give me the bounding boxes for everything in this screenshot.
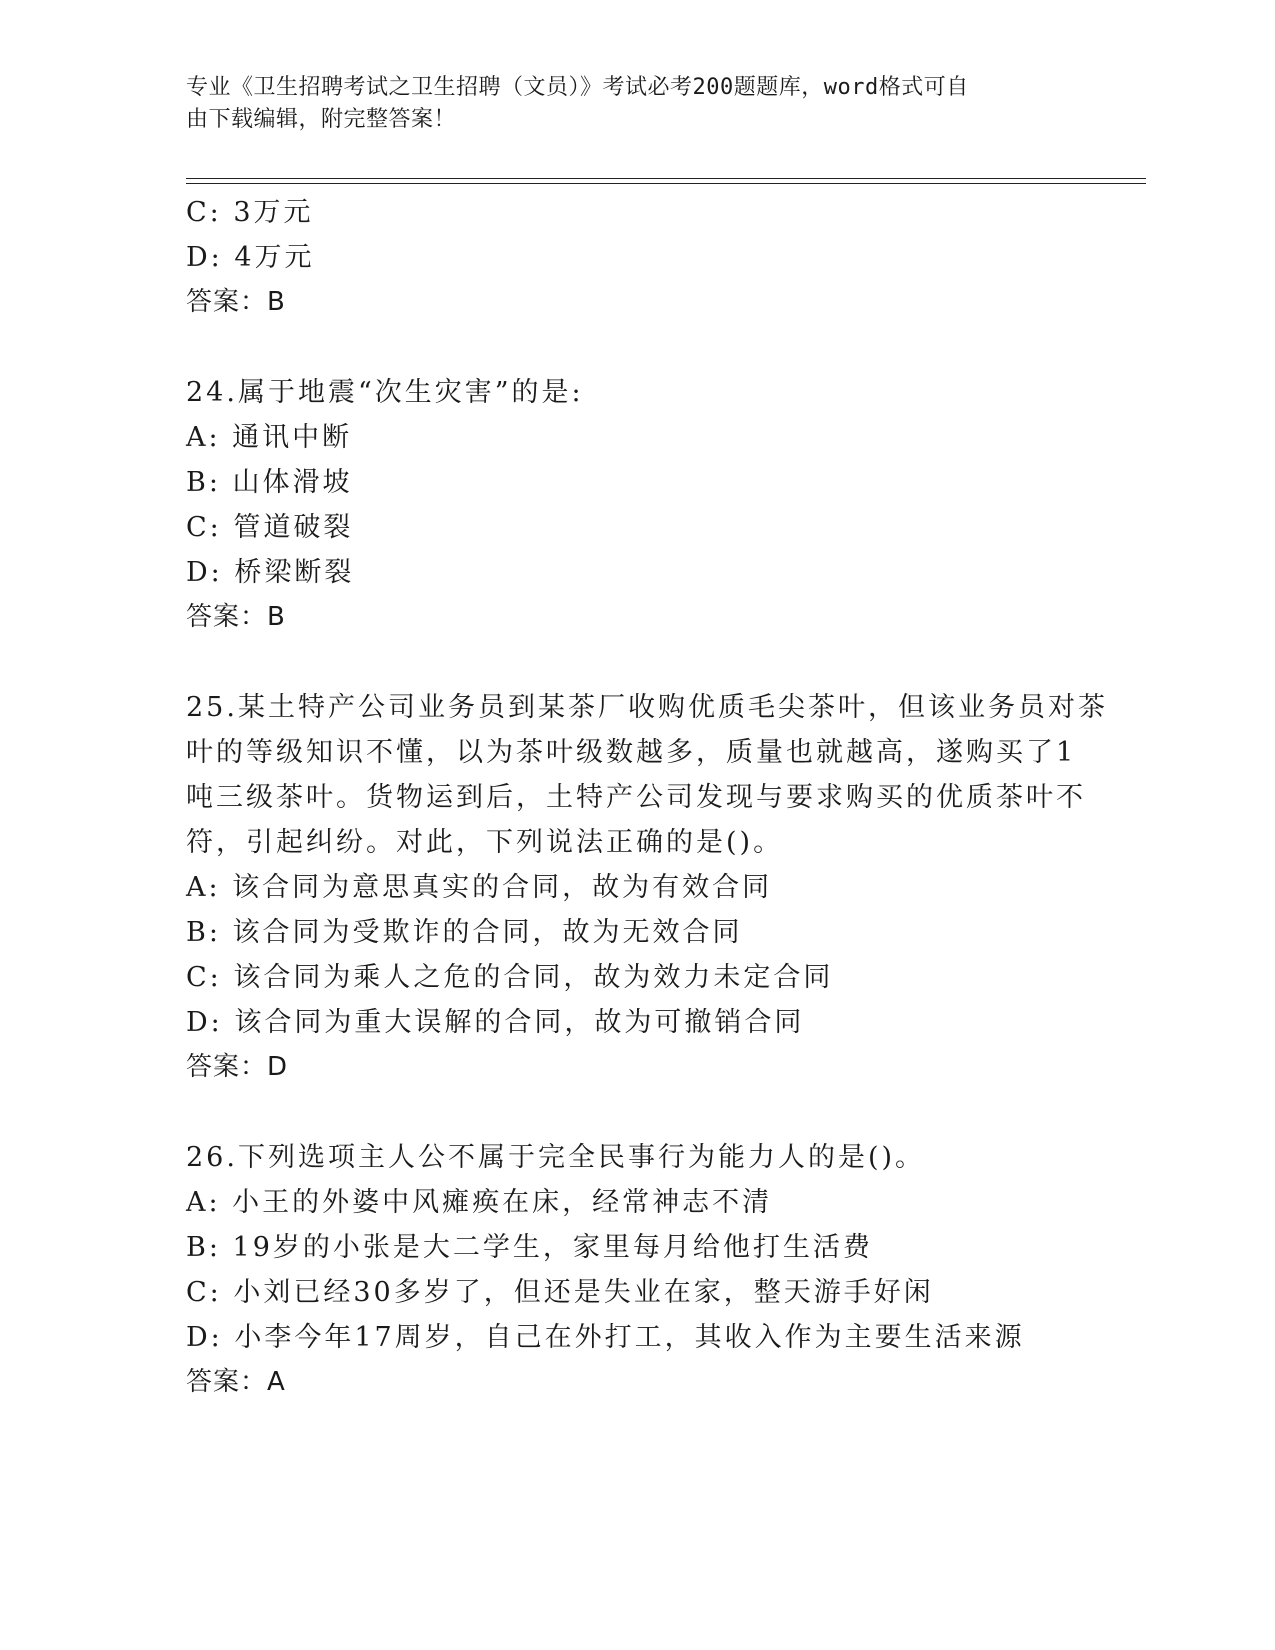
header-line-1: 专业《卫生招聘考试之卫生招聘（文员）》考试必考200题题库，word格式可自 (186, 75, 969, 100)
option-c: C: 该合同为乘人之危的合同，故为效力未定合同 (186, 962, 834, 993)
spacer (186, 1090, 1086, 1135)
question-24 (186, 370, 1086, 640)
option-d: D: 4万元 (186, 242, 315, 273)
answer-line: 答案：A (186, 1367, 286, 1397)
option-d: D: 桥梁断裂 (186, 557, 355, 588)
question-text: 26.下列选项主人公不属于完全民事行为能力人的是()。 (186, 1142, 926, 1173)
question-25 (186, 685, 1108, 1090)
option-a: A: 通讯中断 (186, 422, 353, 453)
question-text-line-4: 符，引起纠纷。对此，下列说法正确的是()。 (186, 827, 784, 858)
option-c: C: 管道破裂 (186, 512, 354, 543)
answer-line: 答案：B (186, 602, 286, 632)
header-line-2: 由下载编辑，附完整答案！ (186, 107, 457, 132)
header-rule-bottom (186, 183, 1146, 184)
header-rule-top (186, 178, 1146, 179)
question-text-line-2: 叶的等级知识不懂，以为茶叶级数越多，质量也就越高，遂购买了1 (186, 737, 1077, 768)
previous-question-tail (186, 190, 1086, 325)
option-b: B: 该合同为受欺诈的合同，故为无效合同 (186, 917, 743, 948)
option-b: B: 山体滑坡 (186, 467, 353, 498)
option-c: C: 小刘已经30多岁了，但还是失业在家，整天游手好闲 (186, 1277, 934, 1308)
document-header (186, 72, 1066, 136)
answer-line: 答案：D (186, 1052, 289, 1082)
question-text-line-1: 25.某土特产公司业务员到某茶厂收购优质毛尖茶叶，但该业务员对茶 (186, 692, 1108, 723)
option-d: D: 该合同为重大误解的合同，故为可撤销合同 (186, 1007, 805, 1038)
option-c: C: 3万元 (186, 197, 314, 228)
spacer (186, 640, 1086, 685)
question-text-line-3: 吨三级茶叶。货物运到后，土特产公司发现与要求购买的优质茶叶不 (186, 782, 1086, 813)
question-text: 24.属于地震“次生灾害”的是: (186, 377, 584, 408)
option-b: B: 19岁的小张是大二学生，家里每月给他打生活费 (186, 1232, 873, 1263)
question-26 (186, 1135, 1086, 1405)
option-a: A: 该合同为意思真实的合同，故为有效合同 (186, 872, 773, 903)
answer-line: 答案：B (186, 287, 286, 317)
question-content (186, 190, 1108, 1405)
option-a: A: 小王的外婆中风瘫痪在床，经常神志不清 (186, 1187, 773, 1218)
spacer (186, 325, 1086, 370)
option-d: D: 小李今年17周岁，自己在外打工，其收入作为主要生活来源 (186, 1322, 1025, 1353)
